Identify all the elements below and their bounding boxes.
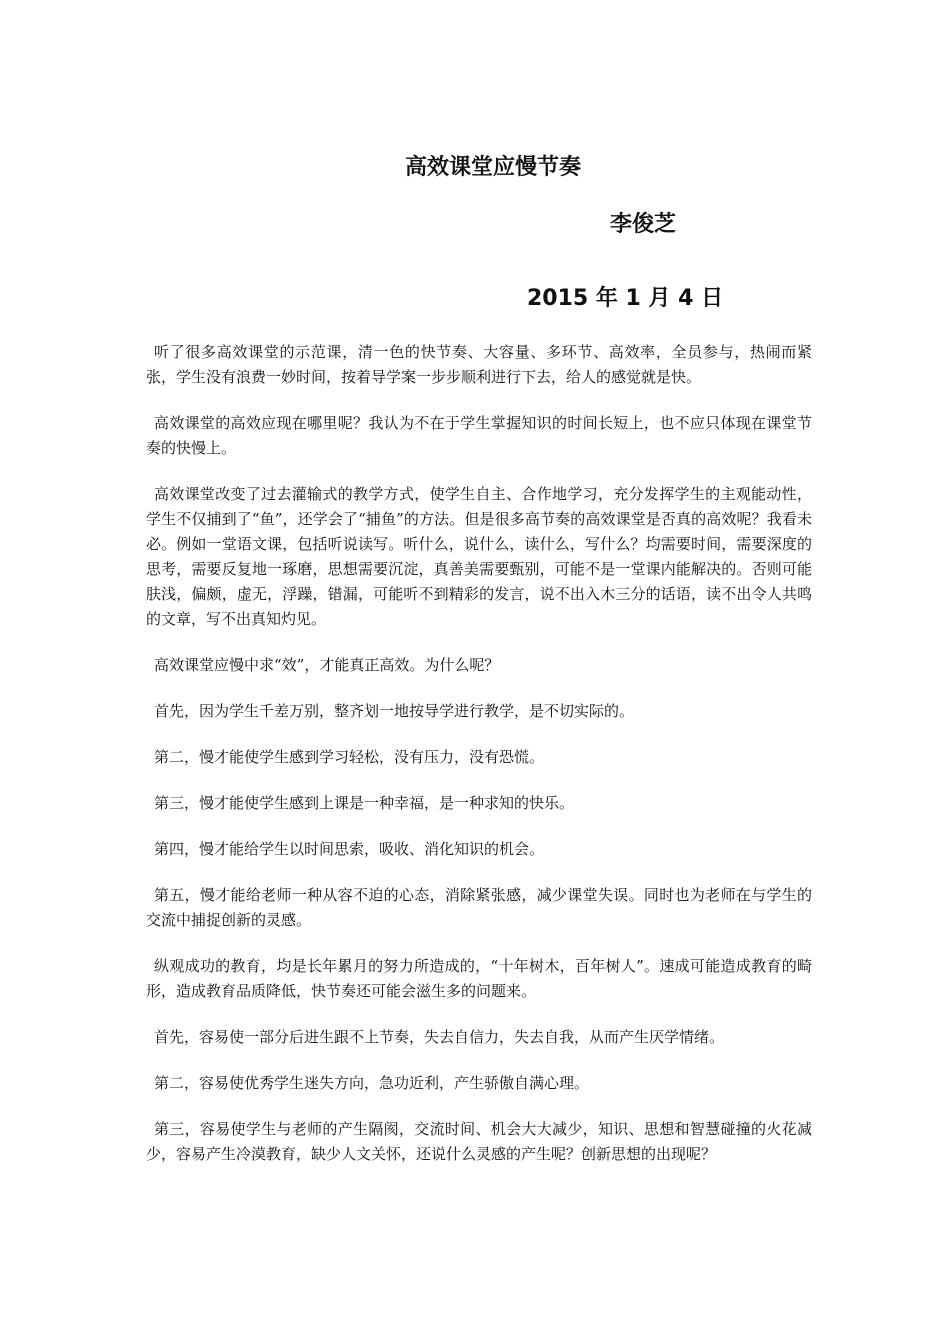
paragraph: 纵观成功的教育，均是长年累月的努力所造成的，“十年树木，百年树人”。速成可能造成教育的畸形，造成教育品质降低，快节奏还可能会滋生多的问题来。 xyxy=(146,957,812,1000)
paragraph: 第三，慢才能使学生感到上课是一种幸福，是一种求知的快乐。 xyxy=(154,794,575,812)
paragraph: 首先，因为学生千差万别，整齐划一地按导学进行教学，是不切实际的。 xyxy=(154,702,635,720)
paragraph: 第四，慢才能给学生以时间思索，吸收、消化知识的机会。 xyxy=(154,840,545,858)
document-title: 高效课堂应慢节奏 xyxy=(404,155,581,180)
paragraph: 首先，容易使一部分后进生跟不上节奏，失去自信力，失去自我，从而产生厌学情绪。 xyxy=(154,1028,725,1046)
document-author: 李俊芝 xyxy=(610,212,677,237)
paragraph: 高效课堂应慢中求“效”，才能真正高效。为什么呢？ xyxy=(154,656,500,674)
paragraph: 高效课堂改变了过去灌输式的教学方式，使学生自主、合作地学习，充分发挥学生的主观能动性，学生不仅捕到了“鱼”，还学会了“捕鱼”的方法。但是很多高节奏的高效课堂是否真的高效呢？我看未必。例如一堂语文课，包括听说读写。听什么，说什么，读什么，写什么？均需要时间，需要深度的思考，需要反复地一琢磨，思想需要沉淀，真善美需要甄别，可能不是一堂课内能解决的。否则可能肤浅，偏颇，虚无，浮躁，错漏，可能听不到精彩的发言，说不出入木三分的话语，读不出令人共鸣的文章，写不出真知灼见。 xyxy=(146,485,812,628)
paragraph: 听了很多高效课堂的示范课，清一色的快节奏、大容量、多环节、高效率，全员参与，热闹而紧张，学生没有浪费一妙时间，按着导学案一步步顺利进行下去，给人的感觉就是快。 xyxy=(146,343,812,386)
document-body xyxy=(146,340,812,1188)
paragraph: 第二，慢才能使学生感到学习轻松，没有压力，没有恐慌。 xyxy=(154,748,545,766)
paragraph: 第三，容易使学生与老师的产生隔阂，交流时间、机会大大减少，知识、思想和智慧碰撞的火花减少，容易产生冷漠教育，缺少人文关怀，还说什么灵感的产生呢？创新思想的出现呢？ xyxy=(146,1120,812,1163)
paragraph: 第五，慢才能给老师一种从容不迫的心态，消除紧张感，减少课堂失误。同时也为老师在与学生的交流中捕捉创新的灵感。 xyxy=(146,886,812,929)
paragraph: 第二，容易使优秀学生迷失方向，急功近利，产生骄傲自满心理。 xyxy=(154,1074,590,1092)
document-date: 2015 年 1 月 4 日 xyxy=(527,286,724,311)
paragraph: 高效课堂的高效应现在哪里呢？我认为不在于学生掌握知识的时间长短上，也不应只体现在课堂节奏的快慢上。 xyxy=(146,414,812,457)
